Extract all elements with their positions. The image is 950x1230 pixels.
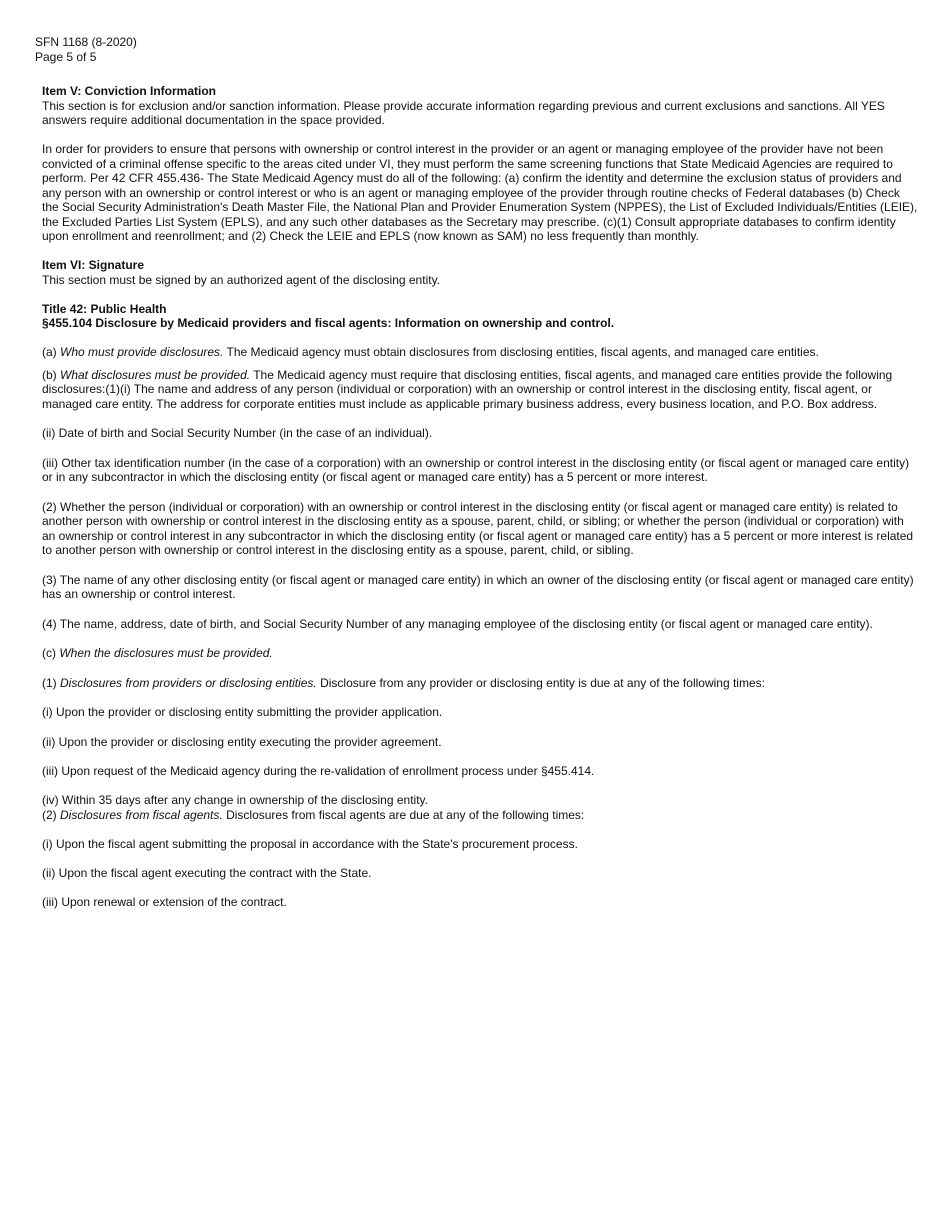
section-b2: (2) Whether the person (individual or corporation) with an ownership or control interest in the disclosing entity (or fiscal agent or managed care entity) is related to another person with ownership or control interest in the disclosing entity as a spouse, parent, child, or sibling; or whether the person (individual or corporation) with an ownership or control interest in any subcontractor in which the disclosing entity (or fiscal agent or managed care entity) has a 5 percent or more interest is related to another person with ownership or control interest in the disclosing entity as a spouse, parent, child, or sibling. <box>42 499 914 557</box>
title42-heading: Title 42: Public Health <box>42 301 167 316</box>
section-c: (c) When the disclosures must be provided. <box>42 646 273 660</box>
page-number: Page 5 of 5 <box>35 50 97 64</box>
page-header <box>35 35 137 65</box>
form-number: SFN 1168 (8-2020) <box>35 35 137 49</box>
section-c2-ii: (ii) Upon the fiscal agent executing the contract with the State. <box>42 865 372 880</box>
section-c1-iv: (iv) Within 35 days after any change in ownership of the disclosing entity. <box>42 793 428 807</box>
section-b: (b) What disclosures must be provided. The Medicaid agency must require that disclosing entities, fiscal agents, and managed care entities provide the following disclosures:(1)(i) The name and address of any person (individual or corporation) with an ownership or control interest in the disclosing entity, fiscal agent, or managed care entity. The address for corporate entities must include as applicable primary business address, every business location, and P.O. Box address. <box>42 367 893 411</box>
item6-heading: Item VI: Signature <box>42 258 145 272</box>
item5-intro: This section is for exclusion and/or sanction information. Please provide accurate information regarding previous and current exclusions and sanctions. All YES answers require additional documentation in the space provided. <box>42 98 885 127</box>
section-b4: (4) The name, address, date of birth, and Social Security Number of any managing employee of the disclosing entity (or fiscal agent or managed care entity). <box>42 616 873 631</box>
section-b1-ii: (ii) Date of birth and Social Security Number (in the case of an individual). <box>42 426 433 440</box>
section-c1-i: (i) Upon the provider or disclosing entity submitting the provider application. <box>42 705 443 719</box>
section-c2: (2) Disclosures from fiscal agents. Disclosures from fiscal agents are due at any of the following times: <box>42 807 585 822</box>
section-c2-i: (i) Upon the fiscal agent submitting the proposal in accordance with the State's procurement process. <box>42 836 578 851</box>
item5-heading: Item V: Conviction Information <box>42 84 217 98</box>
item6-text: This section must be signed by an authorized agent of the disclosing entity. <box>42 272 441 287</box>
section-a: (a) Who must provide disclosures. The Medicaid agency must obtain disclosures from disclosing entities, fiscal agents, and managed care entities. <box>42 345 819 359</box>
section-c1-iii: (iii) Upon request of the Medicaid agency during the re-validation of enrollment process under §455.414. <box>42 764 595 778</box>
section-c2-iii: (iii) Upon renewal or extension of the contract. <box>42 894 287 909</box>
title42-subheading: §455.104 Disclosure by Medicaid providers and fiscal agents: Information on ownership and control. <box>42 316 615 330</box>
section-c1-ii: (ii) Upon the provider or disclosing entity executing the provider agreement. <box>42 734 442 749</box>
section-b1-iii: (iii) Other tax identification number (in the case of a corporation) with an ownership or control interest in the disclosing entity (or fiscal agent or managed care entity) or in any subcontractor in which the disclosing entity (or fiscal agent or managed care entity) has a 5 percent or more interest. <box>42 455 910 484</box>
section-c1: (1) Disclosures from providers or disclosing entities. Disclosure from any provider or disclosing entity is due at any of the following times: <box>42 675 765 690</box>
document-body <box>42 84 918 909</box>
item5-body: In order for providers to ensure that persons with ownership or control interest in the provider or an agent or managing employee of the provider have not been convicted of a criminal offense specific to the areas cited under VI, they must perform the same screening functions that State Medicaid Agencies are required to perform. Per 42 CFR 455.436- The State Medicaid Agency must do all of the following: (a) confirm the identity and determine the exclusion status of providers and any person with an ownership or control interest or who is an agent or managing employee of the provider through routine checks of Federal databases (b) Check the Social Security Administration's Death Master File, the National Plan and Provider Enumeration System (NPPES), the List of Excluded Individuals/Entities (LEIE), the Excluded Parties List System (EPLS), and any such other databases as the Secretary may prescribe. (c)(1) Consult appropriate databases to confirm identity upon enrollment and reenrollment; and (2) Check the LEIE and EPLS (now known as SAM) no less frequently than monthly. <box>42 142 918 243</box>
section-b3: (3) The name of any other disclosing entity (or fiscal agent or managed care entity) in which an owner of the disclosing entity (or fiscal agent or managed care entity) has an ownership or control interest. <box>42 572 914 601</box>
